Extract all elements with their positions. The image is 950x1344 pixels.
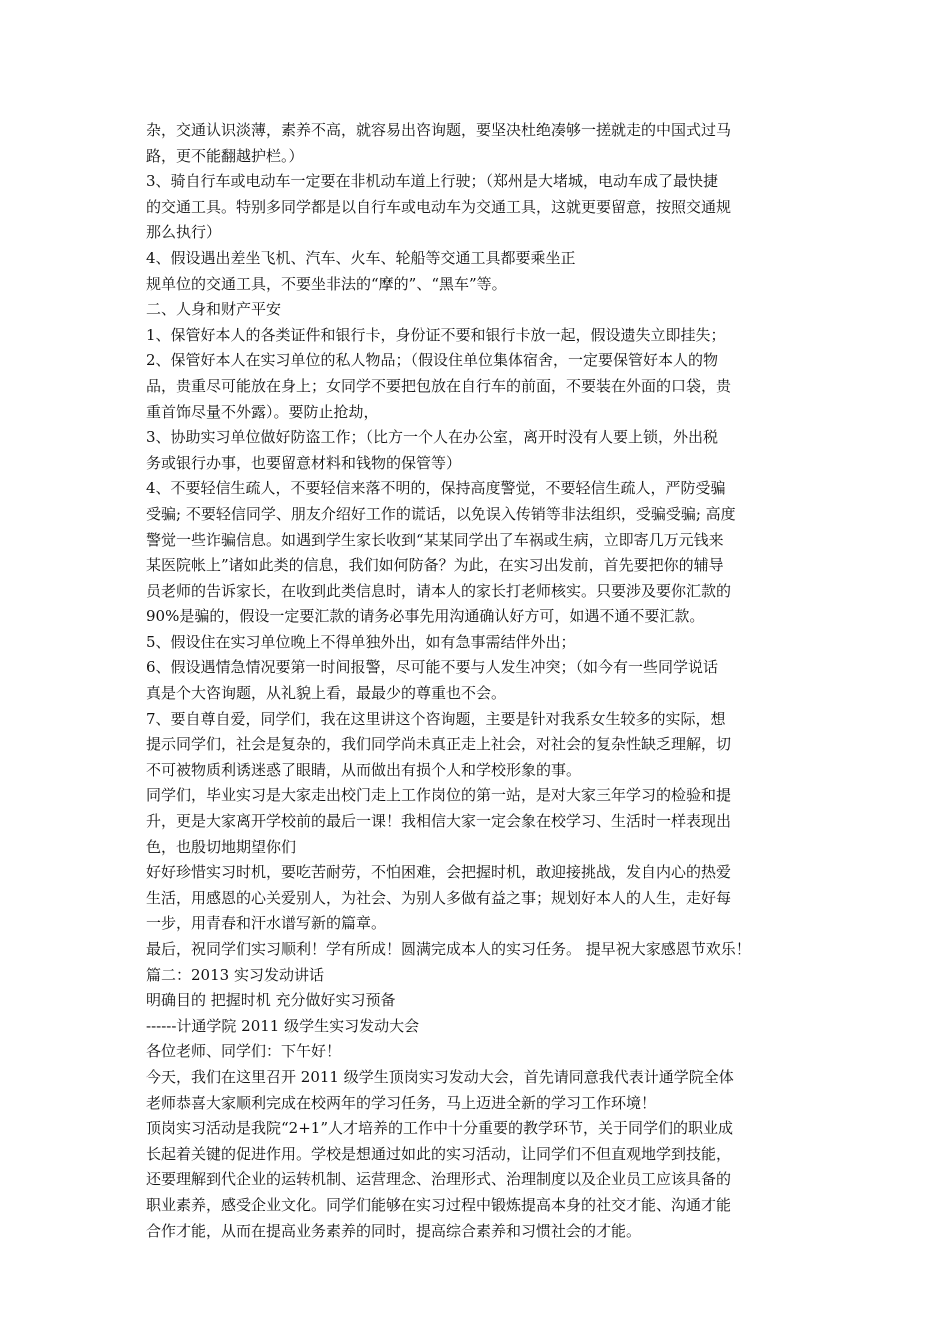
text-line: 4、假设遇出差坐飞机、汽车、火车、轮船等交通工具都要乘坐正 [146, 248, 576, 267]
speech-title: 明确目的 把握时机 充分做好实习预备 [146, 991, 396, 1010]
text-line: 员老师的告诉家长，在收到此类信息时，请本人的家长打老师核实。只要涉及要你汇款的 [146, 581, 732, 600]
greeting: 各位老师、同学们：下午好！ [146, 1042, 342, 1061]
text-line: 品，贵重尽可能放在身上；女同学不要把包放在自行车的前面，不要装在外面的口袋，贵 [146, 376, 732, 395]
text-line: 老师恭喜大家顺利完成在校两年的学习任务，马上迈进全新的学习工作环境！ [146, 1093, 657, 1112]
text-line: 受骗; 不要轻信同学、朋友介绍好工作的谎话，以免误入传销等非法组织，受骗受骗; 高度 [146, 504, 736, 523]
text-line: 规单位的交通工具，不要坐非法的“摩的”、“黑车”等。 [146, 274, 507, 293]
document-body [146, 118, 826, 1244]
text-line: 某医院帐上”诸如此类的信息，我们如何防备？为此，在实习出发前，首先要把你的辅导 [146, 556, 724, 575]
text-line: 6、假设遇情急情况要第一时间报警，尽可能不要与人发生冲突；（如今有一些同学说话 [146, 658, 719, 677]
text-line: 务或银行办事，也要留意材料和钱物的保管等） [146, 453, 462, 472]
speech-subtitle: ------计通学院 2011 级学生实习发动大会 [146, 1016, 420, 1035]
text-line: 的交通工具。特别多同学都是以自行车或电动车为交通工具，这就更要留意，按照交通规 [146, 197, 732, 216]
section-heading: 二、人身和财产平安 [146, 300, 282, 319]
text-line: 4、不要轻信生疏人，不要轻信来落不明的，保持高度警觉，不要轻信生疏人，严防受骗 [146, 479, 726, 498]
text-line: 提示同学们，社会是复杂的，我们同学尚未真正走上社会，对社会的复杂性缺乏理解，切 [146, 735, 732, 754]
text-line: 3、骑自行车或电动车一定要在非机动车道上行驶；（郑州是大堵城，电动车成了最快捷 [146, 172, 719, 191]
text-line: 路，更不能翻越护栏。） [146, 146, 304, 165]
text-line: 色，也殷切地期望你们 [146, 837, 297, 856]
text-line: 真是个大咨询题，从礼貌上看，最最少的尊重也不会。 [146, 684, 507, 703]
text-line: 1、保管好本人的各类证件和银行卡，身份证不要和银行卡放一起，假设遗失立即挂失； [146, 325, 726, 344]
text-line: 7、要自尊自爱，同学们，我在这里讲这个咨询题，主要是针对我系女生较多的实际，想 [146, 709, 726, 728]
text-line: 升，更是大家离开学校前的最后一课！我相信大家一定会象在校学习、生活时一样表现出 [146, 812, 732, 831]
text-line: 重首饰尽量不外露）。要防止抢劫， [146, 402, 379, 421]
text-line: 不可被物质利诱迷惑了眼睛，从而做出有损个人和学校形象的事。 [146, 760, 582, 779]
text-line: 那么执行） [146, 223, 222, 242]
text-line: 杂，交通认识淡薄，素养不高，就容易出咨询题，要坚决杜绝凑够一搓就走的中国式过马 [146, 121, 732, 139]
article-heading: 篇二：2013 实习发动讲话 [146, 965, 324, 984]
text-line: 生活，用感恩的心关爱别人，为社会、为别人多做有益之事；规划好本人的人生，走好每 [146, 888, 732, 907]
text-line: 一步，用青春和汗水谱写新的篇章。 [146, 914, 387, 933]
text-line: 最后，祝同学们实习顺利！学有所成！圆满完成本人的实习任务。 提早祝大家感恩节欢乐！ [146, 940, 751, 958]
text-line: 顶岗实习活动是我院“2+1”人才培养的工作中十分重要的教学环节，关于同学们的职业成 [146, 1119, 733, 1138]
text-line: 同学们，毕业实习是大家走出校门走上工作岗位的第一站，是对大家三年学习的检验和提 [146, 786, 732, 805]
text-line: 90%是骗的，假设一定要汇款的请务必事先用沟通确认好方可，如遇不通不要汇款。 [146, 607, 705, 626]
text-line: 3、协助实习单位做好防盗工作；（比方一个人在办公室，离开时没有人要上锁，外出税 [146, 428, 719, 447]
text-line: 还要理解到代企业的运转机制、运营理念、治理形式、治理制度以及企业员工应该具备的 [146, 1170, 732, 1189]
text-line: 警觉一些诈骗信息。如遇到学生家长收到“某某同学出了车祸或生病，立即寄几万元钱来 [146, 530, 724, 549]
text-line: 2、保管好本人在实习单位的私人物品；（假设住单位集体宿舍，一定要保管好本人的物 [146, 351, 719, 370]
text-line: 今天，我们在这里召开 2011 级学生顶岗实习发动大会，首先请同意我代表计通学院全体 [146, 1067, 734, 1086]
text-line: 合作才能，从而在提高业务素养的同时，提高综合素养和习惯社会的才能。 [146, 1221, 642, 1240]
text-line: 5、假设住在实习单位晚上不得单独外出，如有急事需结伴外出； [146, 632, 576, 651]
text-line: 长起着关键的促进作用。学校是想通过如此的实习活动，让同学们不但直观地学到技能， [146, 1144, 732, 1163]
text-line: 职业素养，感受企业文化。同学们能够在实习过程中锻炼提高本身的社交才能、沟通才能 [146, 1195, 732, 1214]
text-line: 好好珍惜实习时机，要吃苦耐劳，不怕困难，会把握时机，敢迎接挑战，发自内心的热爱 [146, 863, 732, 882]
